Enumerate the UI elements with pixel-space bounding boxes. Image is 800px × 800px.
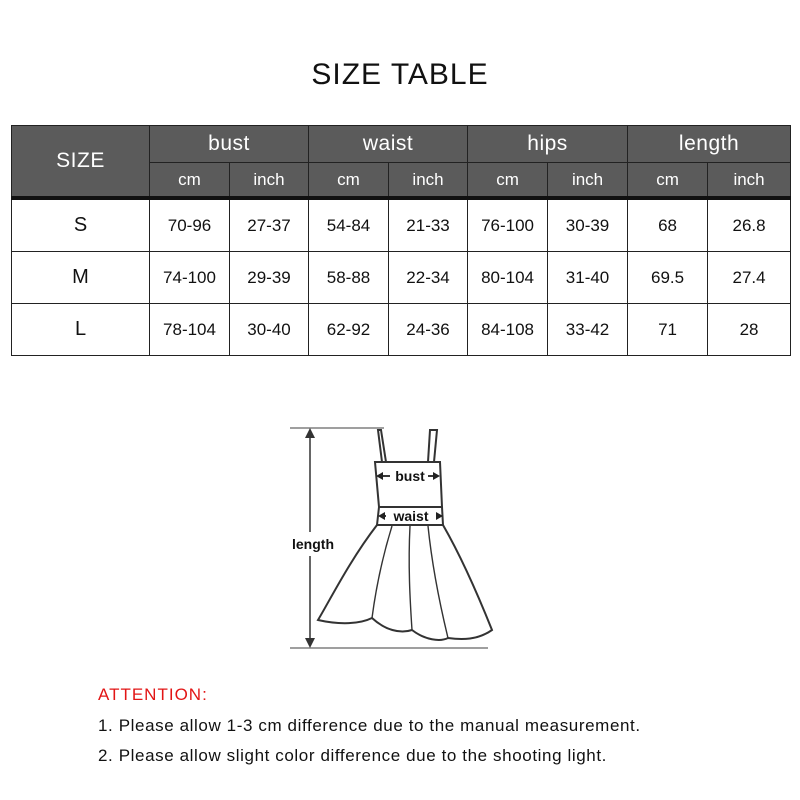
size-cell: M [12,252,150,304]
table-cell: 70-96 [150,198,230,252]
attention-heading: ATTENTION: [98,685,208,704]
table-cell: 21-33 [389,198,468,252]
size-cell: S [12,198,150,252]
table-cell: 27.4 [708,252,791,304]
size-cell: L [12,304,150,356]
group-header-waist: waist [309,126,468,163]
page-title: SIZE TABLE [311,58,489,91]
unit-header: cm [309,163,389,199]
table-cell: 78-104 [150,304,230,356]
unit-header: cm [468,163,548,199]
unit-header: inch [708,163,791,199]
table-cell: 33-42 [548,304,628,356]
table-row [12,252,791,304]
attention-note: 1. Please allow 1-3 cm difference due to the manual measurement. [98,716,641,735]
unit-header: inch [389,163,468,199]
bust-label: bust [395,468,425,484]
table-cell: 74-100 [150,252,230,304]
table-cell: 26.8 [708,198,791,252]
size-column-header: SIZE [12,126,150,199]
table-cell: 71 [628,304,708,356]
group-header-length: length [628,126,791,163]
table-cell: 30-40 [230,304,309,356]
group-header-hips: hips [468,126,628,163]
table-cell: 22-34 [389,252,468,304]
table-cell: 68 [628,198,708,252]
table-cell: 31-40 [548,252,628,304]
table-cell: 76-100 [468,198,548,252]
table-row [12,304,791,356]
unit-header: cm [150,163,230,199]
table-cell: 24-36 [389,304,468,356]
unit-header: cm [628,163,708,199]
group-header-bust: bust [150,126,309,163]
table-cell: 80-104 [468,252,548,304]
table-cell: 29-39 [230,252,309,304]
unit-header: inch [548,163,628,199]
table-cell: 58-88 [309,252,389,304]
table-cell: 62-92 [309,304,389,356]
waist-label: waist [393,508,429,524]
table-cell: 28 [708,304,791,356]
table-cell: 69.5 [628,252,708,304]
size-table [11,125,791,356]
table-row [12,198,791,252]
table-cell: 54-84 [309,198,389,252]
length-label: length [292,536,334,552]
table-cell: 84-108 [468,304,548,356]
table-cell: 27-37 [230,198,309,252]
table-cell: 30-39 [548,198,628,252]
attention-note: 2. Please allow slight color difference due to the shooting light. [98,746,607,765]
dress-measurement-diagram [280,420,510,670]
unit-header: inch [230,163,309,199]
